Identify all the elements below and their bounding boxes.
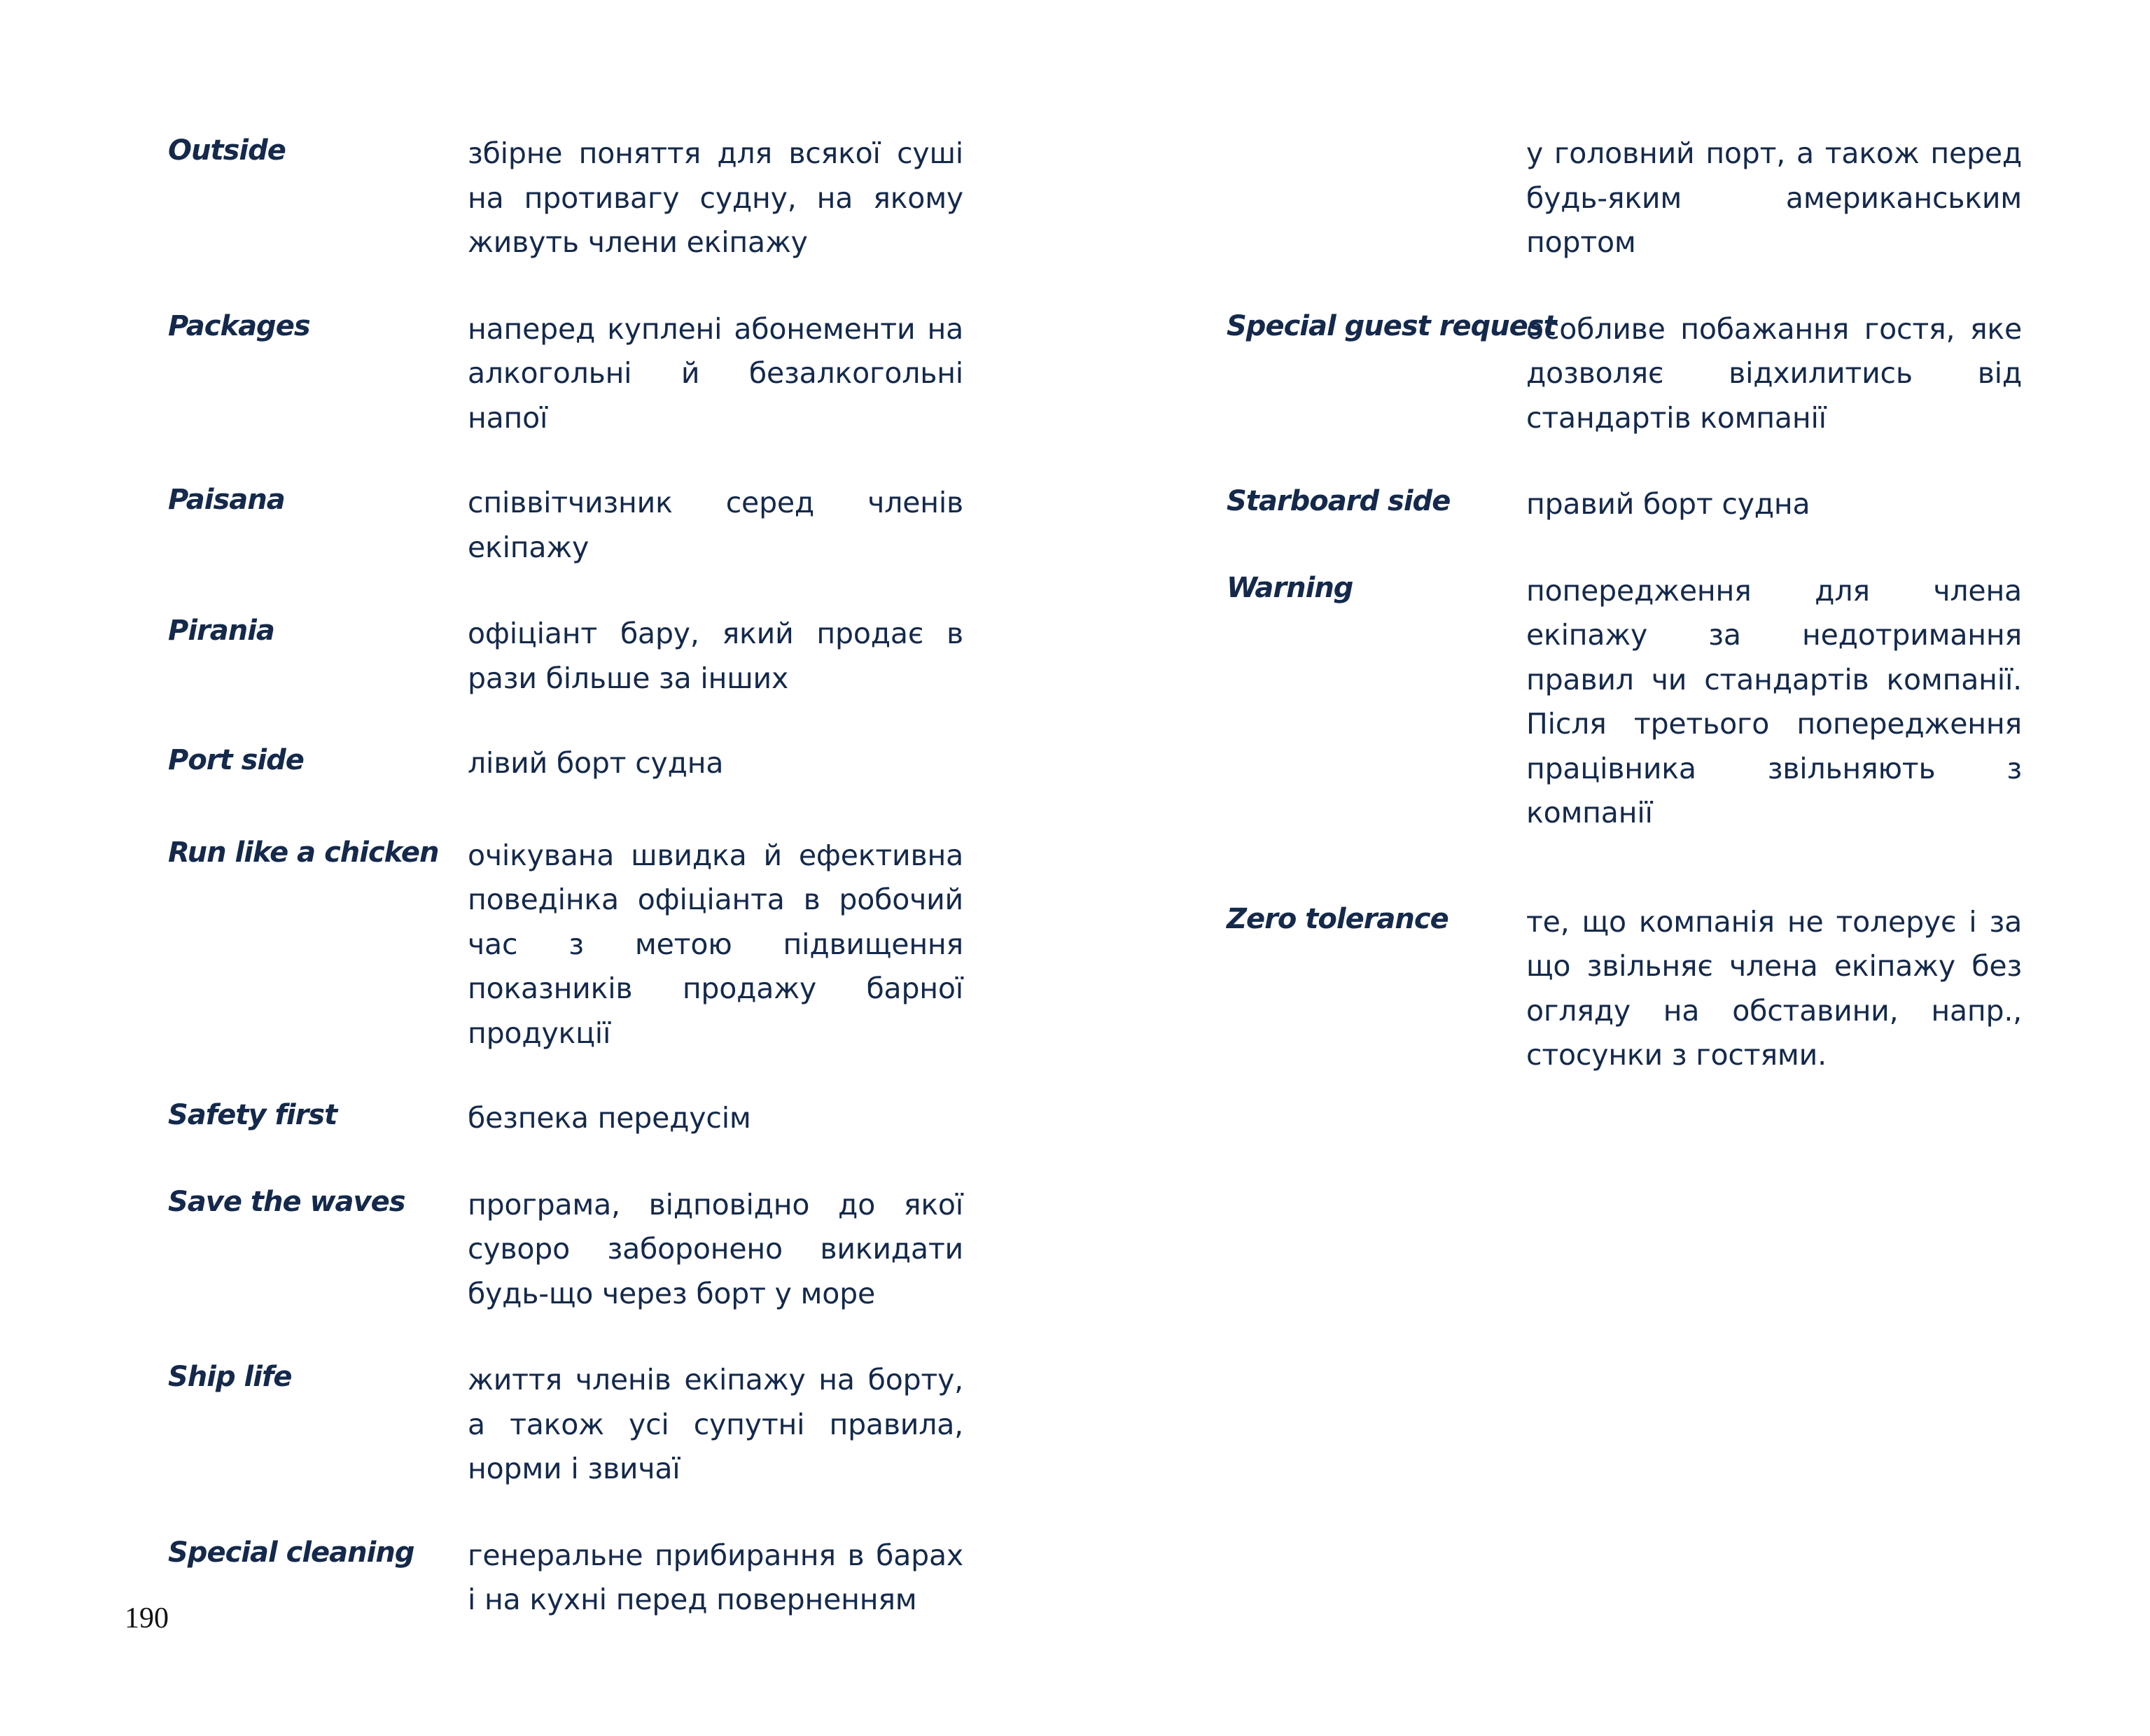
glossary-definition: правий борт судна: [1526, 487, 1810, 521]
glossary-term: Paisana: [168, 484, 285, 516]
glossary-term: Safety first: [168, 1099, 337, 1131]
glossary-definition: офіціант бару, який продає в рази більше за інших: [468, 617, 963, 695]
glossary-entry: [168, 1534, 966, 1623]
glossary-definition: особливе побажання гостя, яке дозволяє відхилитись від стандартів компанії: [1526, 312, 2022, 435]
glossary-term: Outside: [168, 134, 286, 167]
glossary-entry: [168, 612, 966, 701]
glossary-entry: [168, 481, 966, 570]
page-number: 190: [125, 1602, 169, 1634]
glossary-entry: [168, 132, 966, 265]
glossary-term: Special cleaning: [168, 1536, 414, 1569]
left-column: [168, 132, 966, 1623]
glossary-definition: співвітчизник серед членів екіпажу: [468, 486, 963, 564]
glossary-definition: збірне поняття для всякої суші на противагу судну, на якому живуть члени екіпажу: [468, 136, 963, 259]
glossary-term: Warning: [1227, 571, 1353, 604]
glossary-definition: очікувана швидка й ефективна поведінка офіціанта в робочий час з метою підвищення показників продажу барної продукції: [468, 838, 963, 1050]
glossary-entry: [1227, 569, 2025, 836]
glossary-term: Pirania: [168, 615, 274, 647]
glossary-term: Starboard side: [1227, 485, 1451, 517]
glossary-entry: [1227, 482, 2025, 527]
glossary-entry: [168, 307, 966, 441]
glossary-definition: безпека передусім: [468, 1101, 751, 1135]
glossary-term: Run like a chicken: [168, 836, 439, 869]
glossary-definition: програма, відповідно до якої суворо заборонено викидати будь-що через борт у море: [468, 1187, 963, 1310]
glossary-entry: [168, 834, 966, 1056]
glossary-definition: у головний порт, а також перед будь-яким американським портом: [1526, 136, 2022, 259]
glossary-entry: [1227, 307, 2025, 441]
glossary-term: Packages: [168, 309, 310, 342]
glossary-entry: [168, 1183, 966, 1317]
glossary-term: Port side: [168, 744, 304, 776]
glossary-definition: життя членів екіпажу на борту, а також усі супутні правила, норми і звичаї: [468, 1363, 963, 1485]
right-column: [1227, 132, 2025, 1078]
glossary-term: Zero tolerance: [1227, 902, 1449, 935]
glossary-term: Ship life: [168, 1361, 292, 1393]
glossary-definition: генеральне прибирання в барах і на кухні перед поверненням: [468, 1538, 963, 1616]
glossary-entry: [168, 1096, 966, 1141]
glossary-entry-continuation: [1227, 132, 2025, 265]
glossary-definition: те, що компанія не толерує і за що звільняє члена екіпажу без огляду на обставини, напр., стосунки з гостями.: [1526, 904, 2022, 1072]
glossary-term: Save the waves: [168, 1185, 405, 1218]
glossary-definition: попередження для члена екіпажу за недотримання правил чи стандартів компанії. Після третього попередження працівника звільняють з компанії: [1526, 573, 2022, 830]
glossary-definition: лівий борт судна: [468, 746, 724, 780]
glossary-entry: [168, 1358, 966, 1492]
glossary-entry: [1227, 900, 2025, 1078]
glossary-term: Special guest request: [1227, 309, 1556, 342]
glossary-entry: [168, 741, 966, 786]
glossary-definition: наперед куплені абонементи на алкогольні й безалкогольні напої: [468, 312, 963, 435]
